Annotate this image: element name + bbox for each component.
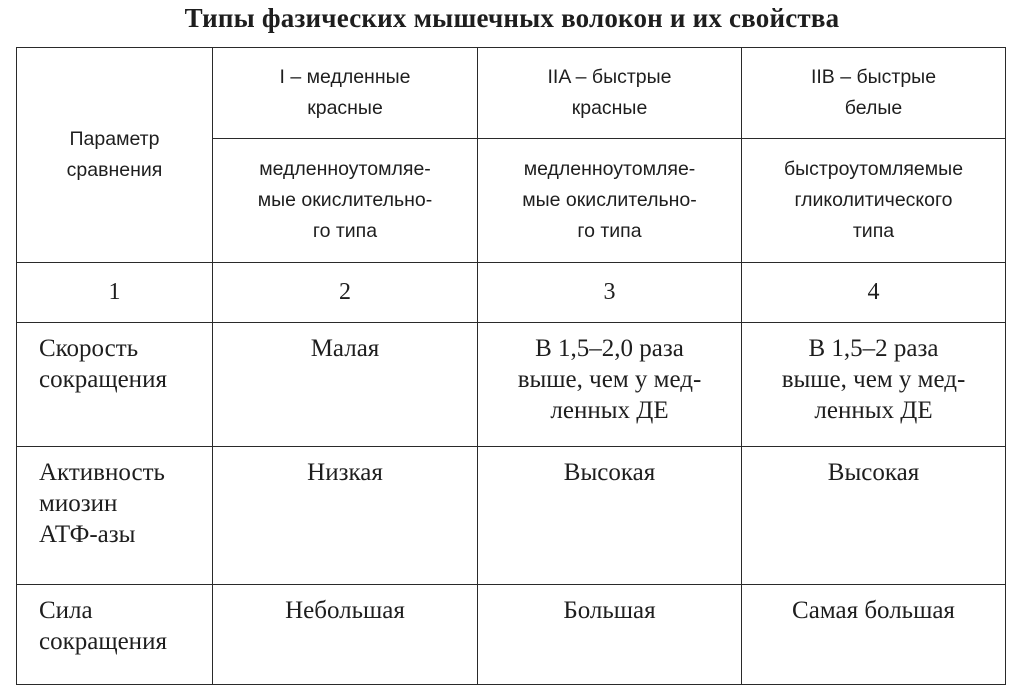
value-line: ленных ДЕ: [550, 397, 669, 424]
param-line: Активность: [39, 459, 165, 486]
value-line: Малая: [310, 335, 380, 362]
type-name-cell-2: [478, 48, 742, 139]
value-line: выше, чем у мед-: [517, 366, 702, 393]
value-line: В 1,5–2 раза: [808, 335, 939, 362]
param-header-cell: [17, 48, 213, 263]
value-cell: [478, 323, 742, 447]
param-line: миозин: [39, 490, 118, 517]
value-cell: [742, 323, 1006, 447]
param-header-line: сравнения: [66, 159, 163, 181]
type-desc-line: быстроутомляемые: [783, 158, 964, 180]
value-cell: [742, 447, 1006, 585]
param-line: Скорость: [39, 335, 139, 362]
column-number: 4: [742, 263, 1006, 323]
type-name-cell-3: [742, 48, 1006, 139]
value-line: Низкая: [307, 459, 383, 486]
value-line: выше, чем у мед-: [781, 366, 966, 393]
type-name-line: красные: [307, 97, 383, 119]
type-desc-cell-2: [478, 139, 742, 263]
type-desc-line: мые окислительно-: [257, 189, 433, 211]
type-desc-line: типа: [852, 220, 895, 242]
param-header-line: Параметр: [69, 128, 160, 150]
page-title: Типы фазических мышечных волокон и их свойства: [184, 3, 840, 33]
param-cell: [17, 447, 213, 585]
value-cell: [478, 447, 742, 585]
type-name-line: I – медленные: [279, 66, 411, 88]
value-cell: [213, 323, 478, 447]
value-line: Небольшая: [285, 597, 405, 624]
type-name-line: белые: [844, 97, 903, 119]
param-line: сокращения: [39, 366, 167, 393]
type-name-line: красные: [571, 97, 648, 119]
type-desc-line: мые окислительно-: [522, 189, 697, 211]
param-cell: [17, 323, 213, 447]
type-desc-line: го типа: [312, 220, 378, 242]
column-number-row: [17, 263, 1006, 323]
param-line: сокращения: [39, 628, 167, 655]
type-desc-line: медленноутомляе-: [259, 158, 431, 180]
table-row-force: [17, 585, 1006, 685]
value-cell: [213, 585, 478, 685]
value-line: Высокая: [563, 459, 656, 486]
column-number: 3: [478, 263, 742, 323]
type-desc-cell-1: [213, 139, 478, 263]
param-cell: [17, 585, 213, 685]
param-line: Сила: [39, 597, 93, 624]
type-desc-line: гликолитического: [794, 189, 953, 211]
value-cell: [478, 585, 742, 685]
column-number: 2: [213, 263, 478, 323]
type-desc-cell-3: [742, 139, 1006, 263]
table-row-atpase: [17, 447, 1006, 585]
type-desc-line: медленноутомляе-: [523, 158, 696, 180]
header-row-types: [17, 48, 1006, 139]
value-line: Большая: [563, 597, 656, 624]
value-line: Самая большая: [792, 597, 955, 624]
value-cell: [213, 447, 478, 585]
comparison-table: [16, 47, 1006, 685]
value-line: В 1,5–2,0 раза: [535, 335, 684, 362]
type-desc-line: го типа: [577, 220, 642, 242]
value-cell: [742, 585, 1006, 685]
type-name-line: IIB – быстрые: [810, 66, 937, 88]
param-line: АТФ-азы: [39, 521, 136, 548]
type-name-cell-1: [213, 48, 478, 139]
type-name-line: IIA – быстрые: [547, 66, 672, 88]
table-row-speed: [17, 323, 1006, 447]
column-number: 1: [17, 263, 213, 323]
value-line: ленных ДЕ: [814, 397, 933, 424]
value-line: Высокая: [827, 459, 920, 486]
